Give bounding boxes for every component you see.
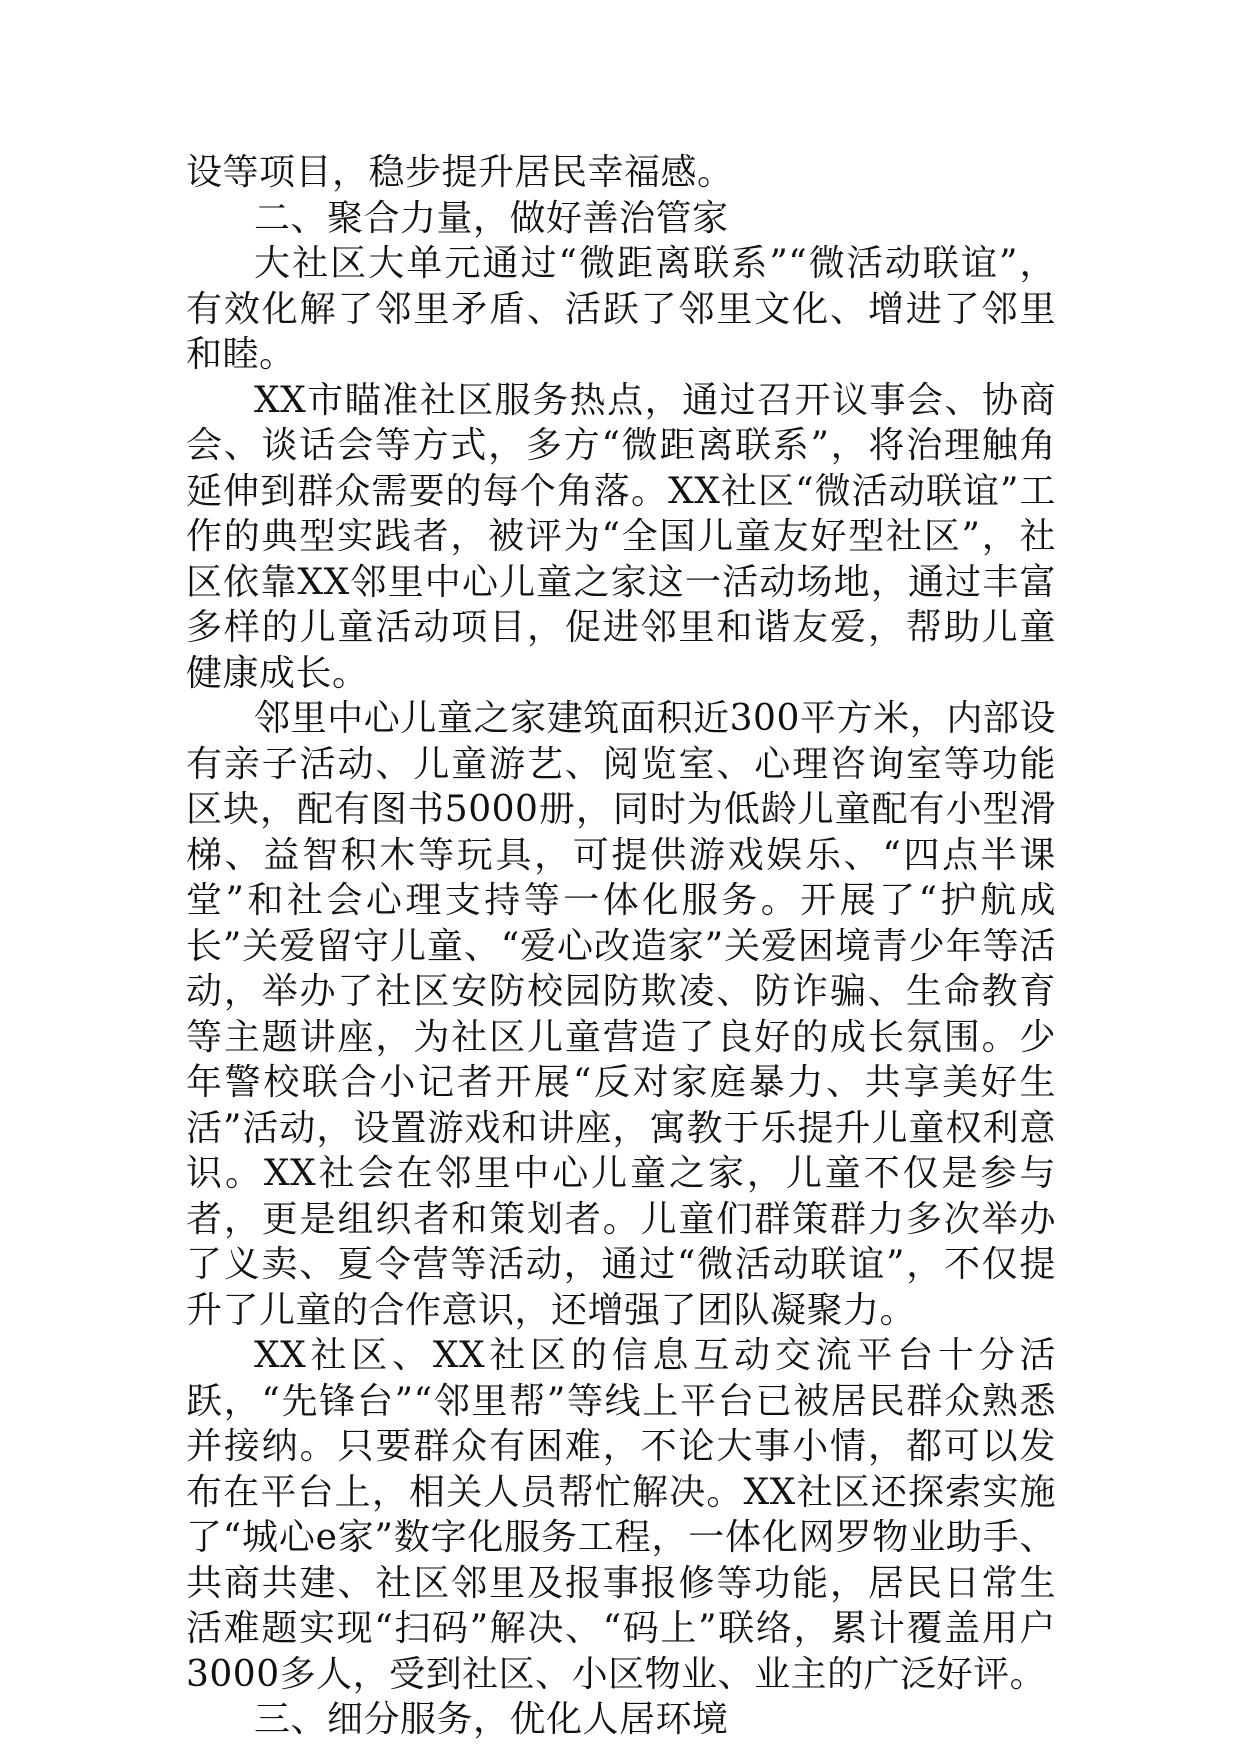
paragraph-online-platform: XX社区、XX社区的信息互动交流平台十分活跃，“先锋台”“邻里帮”等线上平台已被居民群众熟悉并接纳。只要群众有困难，不论大事小情，都可以发布在平台上，相关人员帮忙解决。XX社区还探索实施了“城心e家”数字化服务工程，一体化网罗物业助手、共商共建、社区邻里及报事报修等功能，居民日常生活难题实现“扫码”解决、“码上”联络，累计覆盖用户3000多人，受到社区、小区物业、业主的广泛好评。 [186,1335,1056,1695]
paragraph-intro: 大社区大单元通过“微距离联系”“微活动联谊”，有效化解了邻里矛盾、活跃了邻里文化、增进了邻里和睦。 [186,243,1056,375]
paragraph-city-services: XX市瞄准社区服务热点，通过召开议事会、协商会、谈话会等方式，多方“微距离联系”，将治理触角延伸到群众需要的每个角落。XX社区“微活动联谊”工作的典型实践者，被评为“全国儿童友好型社区”，社区依靠XX邻里中心儿童之家这一活动场地，通过丰富多样的儿童活动项目，促进邻里和谐友爱，帮助儿童健康成长。 [186,379,1056,694]
paragraph-continuation: 设等项目，稳步提升居民幸福感。 [186,152,734,193]
section-heading-2: 二、聚合力量，做好善治管家 [254,197,729,239]
section-heading-3: 三、细分服务，优化人居环境 [254,1699,729,1740]
document-body [186,150,1056,1743]
paragraph-children-home: 邻里中心儿童之家建筑面积近300平方米，内部设有亲子活动、儿童游艺、阅览室、心理咨询室等功能区块，配有图书5000册，同时为低龄儿童配有小型滑梯、益智积木等玩具，可提供游戏娱乐、“四点半课堂”和社会心理支持等一体化服务。开展了“护航成长”关爱留守儿童、“爱心改造家”关爱困境青少年等活动，举办了社区安防校园防欺凌、防诈骗、生命教育等主题讲座，为社区儿童营造了良好的成长氛围。少年警校联合小记者开展“反对家庭暴力、共享美好生活”活动，设置游戏和讲座，寓教于乐提升儿童权利意识。XX社会在邻里中心儿童之家，儿童不仅是参与者，更是组织者和策划者。儿童们群策群力多次举办了义卖、夏令营等活动，通过“微活动联谊”，不仅提升了儿童的合作意识，还增强了团队凝聚力。 [186,698,1056,1331]
